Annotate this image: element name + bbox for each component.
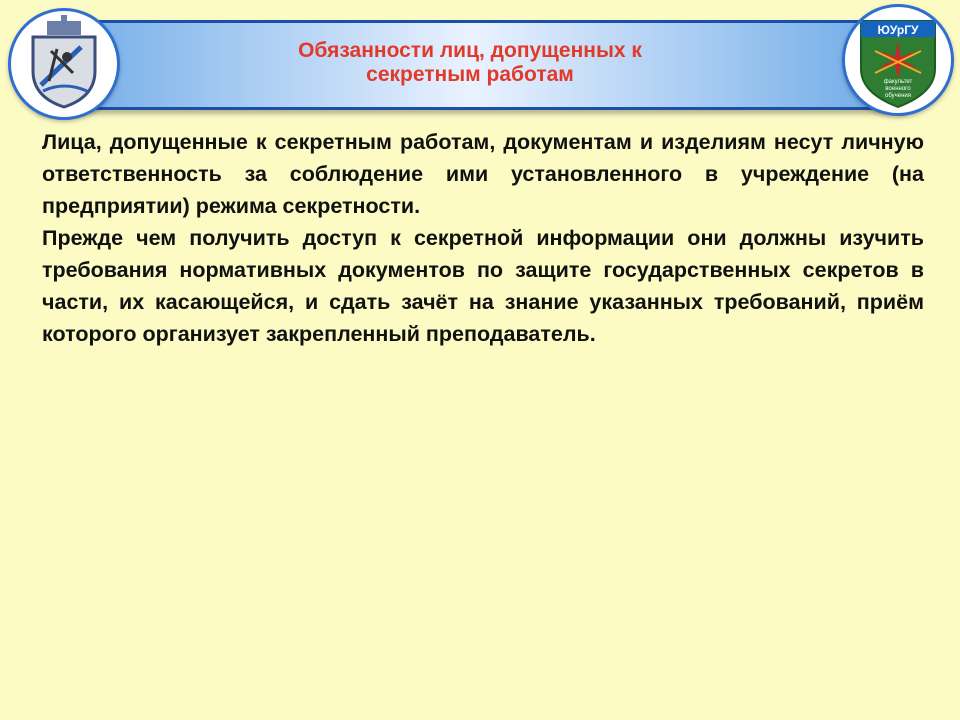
emblem-caption-1: факультет — [883, 79, 913, 85]
paragraph-responsibility: Лица, допущенные к секретным работам, документам и изделиям несут личную ответственность за соблюдение ими установленного в учреждение (на предприятии) режима секретности. — [42, 130, 924, 218]
emblem-caption-3: обучения — [884, 93, 912, 99]
faculty-emblem-icon — [842, 4, 954, 116]
university-emblem-icon — [8, 8, 120, 120]
title-banner — [38, 20, 906, 110]
paragraph-access: Прежде чем получить доступ к секретной информации они должны изучить требования нормативных документов по защите государственных секретов в части, их касающейся, и сдать зачёт на знание указанных требований, приём которого организует закрепленный преподаватель. — [42, 226, 924, 346]
slide-body — [42, 126, 924, 350]
emblem-top-text: ЮУрГУ — [877, 23, 919, 37]
slide-title: Обязанности лиц, допущенных к секретным работам — [298, 39, 642, 86]
emblem-caption-2: военного — [885, 86, 911, 92]
